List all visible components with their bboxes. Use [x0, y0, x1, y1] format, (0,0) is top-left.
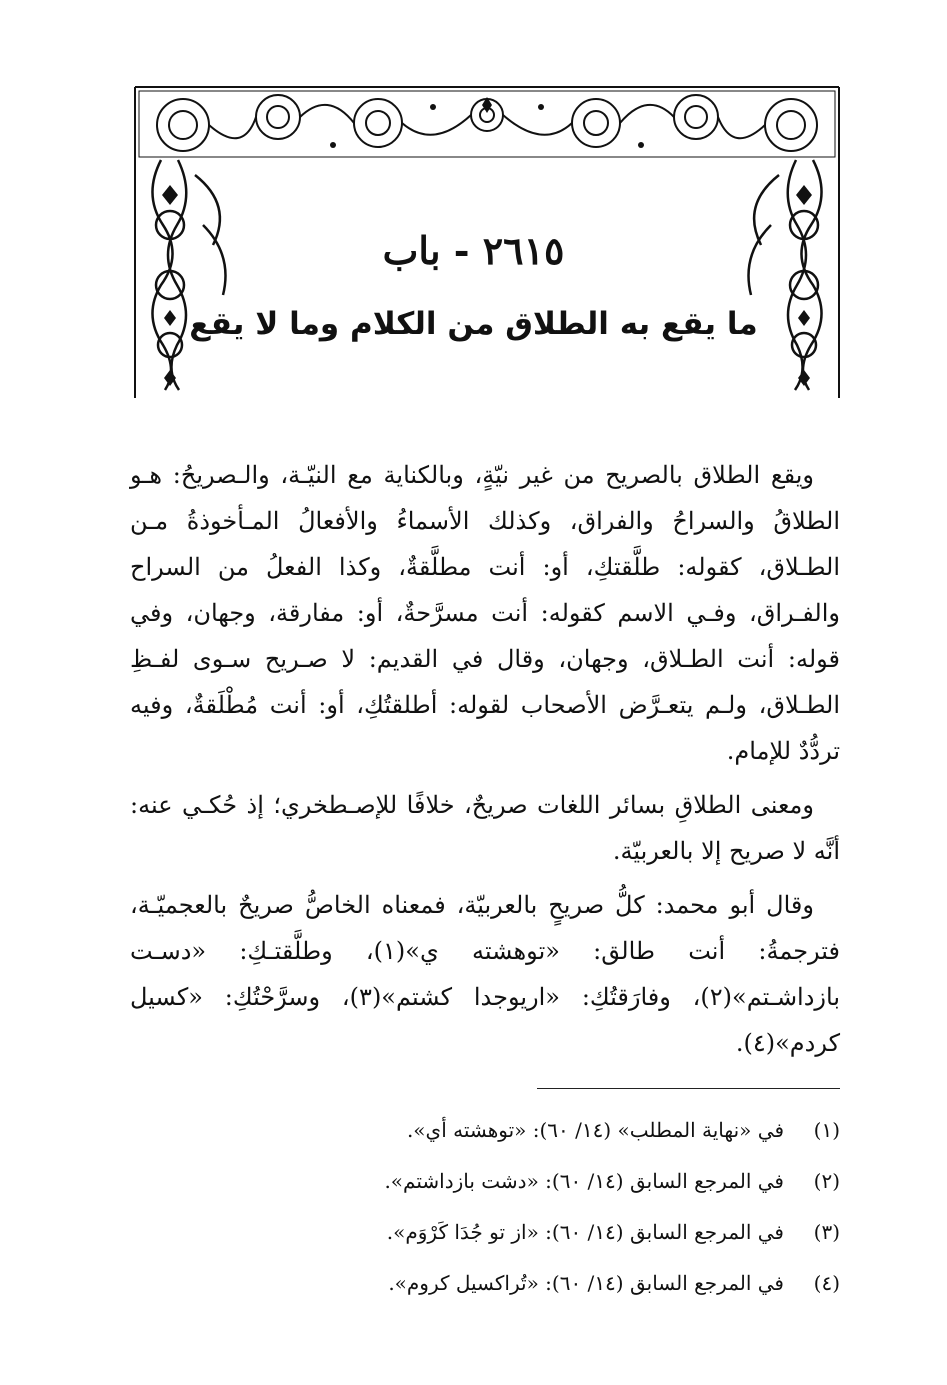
footnote-divider [537, 1088, 840, 1089]
footnote-item [130, 1258, 840, 1309]
footnote-item [130, 1105, 840, 1156]
footnote-text: في المرجع السابق (١٤/ ٦٠): «تُراكسيل كروم». [388, 1271, 784, 1295]
footnote-text: في المرجع السابق (١٤/ ٦٠): «دشت بازداشتم». [384, 1169, 784, 1193]
footnote-number: (٢) [813, 1169, 840, 1193]
footnote-text: في المرجع السابق (١٤/ ٦٠): «از تو جُدَا كَرْوَم». [386, 1220, 784, 1244]
footnote-number: (١) [813, 1118, 840, 1142]
footnote-number: (٣) [813, 1220, 840, 1244]
footnote-item [130, 1156, 840, 1207]
footnote-number: (٤) [813, 1271, 840, 1295]
footnote-text: في «نهاية المطلب» (١٤/ ٦٠): «توهشته أي». [406, 1118, 784, 1142]
paragraph: ومعنى الطلاقِ بسائر اللغات صريحٌ، خلافًا للإصـطخري؛ إذ حُكـي عنه: أنَّه لا صريح إلا بالعربيّة. [130, 791, 840, 865]
paragraph: وقال أبو محمد: كلُّ صريحٍ بالعربيّة، فمعناه الخاصُّ صريحٌ بالعجميّـة، فترجمةُ: أنت طالق: «توهشته ي»(١)، وطلَّقتـكِ: «دسـت بازداشـتم»(٢)، وفارَقتُكِ: «اريوجدا كشتم»(٣)، وسرَّحْتُكِ: «كسيل كردم»(٤). [130, 891, 840, 1057]
chapter-number: ٢٦١٥ - باب [382, 228, 565, 273]
chapter-title: ما يقع به الطلاق من الكلام وما لا يقع [189, 306, 758, 342]
main-text [130, 452, 840, 1074]
footnote-item [130, 1207, 840, 1258]
paragraph: ويقع الطلاق بالصريح من غير نيّةٍ، وبالكناية مع النيّـة، والـصريحُ: هـو الطلاقُ والسراحُ والفراق، وكذلك الأسماءُ والأفعالُ المـأخوذةُ مـن الطـلاق، كقوله: طلَّقتكِ، أو: أنت مطلَّقةٌ، وكذا الفعلُ من السراح والفـراق، وفـي الاسم كقوله: أنت مسرَّحةٌ، أو: مفارقة، وجهان، وفي قوله: أنت الطـلاق، وجهان، وقال في القديم: لا صـريح سـوى لفـظِ الطـلاق، ولـم يتعـرَّض الأصحاب لقوله: أطلقتُكِ، أو: أنت مُطْلَقةٌ، وفيه تردُّدٌ للإمام. [130, 461, 840, 765]
footnotes [130, 1105, 840, 1309]
